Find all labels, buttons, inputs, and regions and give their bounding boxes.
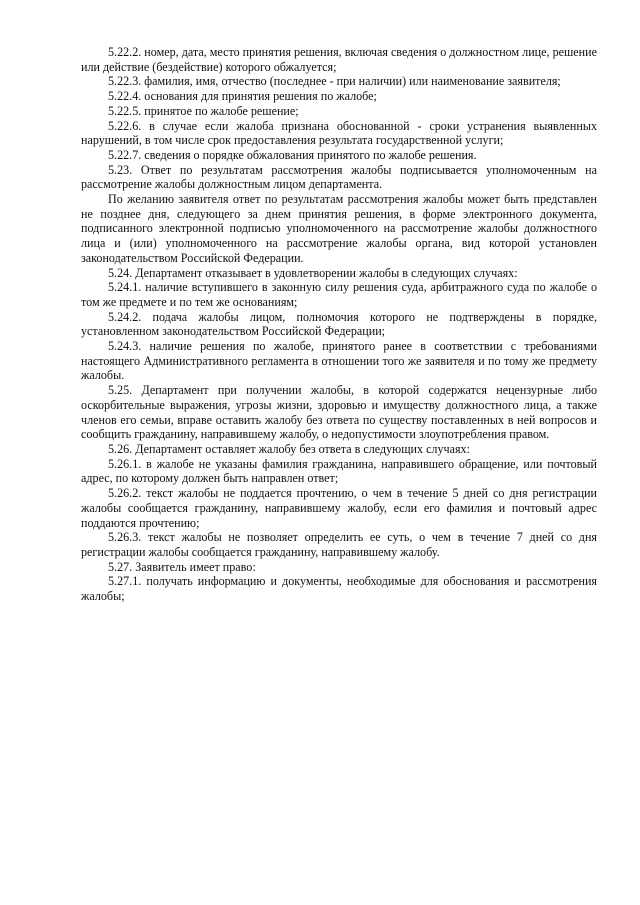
paragraph-5-24-2: 5.24.2. подача жалобы лицом, полномочия которого не подтверждены в порядке, установленном законодательством Российской Федерации;	[81, 309, 597, 339]
paragraph-5-22-4: 5.22.4. основания для принятия решения по жалобе;	[108, 89, 377, 104]
paragraph-5-27-1: 5.27.1. получать информацию и документы, необходимые для обоснования и рассмотрения жалобы;	[81, 574, 597, 604]
paragraph-5-25: 5.25. Департамент при получении жалобы, в которой содержатся нецензурные либо оскорбительные выражения, угрозы жизни, здоровью и имуществу должностного лица, а также членов его семьи, вправе оставить жалобу без ответа по существу поставленных в ней вопросов и сообщить гражданину, направившему жалобу, о недопустимости злоупотребления правом.	[81, 383, 597, 442]
paragraph-5-24-3: 5.24.3. наличие решения по жалобе, принятого ранее в соответствии с требованиями настоящего Административного регламента в отношении того же заявителя и по тому же предмету жалобы.	[81, 339, 597, 383]
paragraph-5-26-3: 5.26.3. текст жалобы не позволяет определить ее суть, о чем в течение 7 дней со дня регистрации жалобы сообщается гражданину, направившему жалобу.	[81, 530, 597, 559]
paragraph-5-22-7: 5.22.7. сведения о порядке обжалования принятого по жалобе решения.	[108, 147, 477, 162]
paragraph-5-23: 5.23. Ответ по результатам рассмотрения жалобы подписывается уполномоченным на рассмотрение жалобы должностным лицом департамента.	[81, 162, 597, 192]
paragraph-5-26: 5.26. Департамент оставляет жалобу без ответа в следующих случаях:	[108, 441, 470, 456]
paragraph-5-22-6: 5.22.6. в случае если жалоба признана обоснованной - сроки устранения выявленных нарушений, в том числе срок предоставления результата государственной услуги;	[81, 118, 597, 148]
paragraph-5-23-continued: По желанию заявителя ответ по результатам рассмотрения жалобы может быть представлен не позднее дня, следующего за днем принятия решения, в форме электронного документа, подписанного электронной подписью уполномоченного на рассмотрение жалобы должностного лица и (или) уполномоченного на рассмотрение жалобы органа, вид которой установлен законодательством Российской Федерации.	[81, 192, 597, 265]
paragraph-5-22-5: 5.22.5. принятое по жалобе решение;	[108, 103, 299, 118]
paragraph-5-22-2: 5.22.2. номер, дата, место принятия решения, включая сведения о должностном лице, решение или действие (бездействие) которого обжалуется;	[81, 45, 597, 74]
document-body	[81, 45, 597, 604]
paragraph-5-24: 5.24. Департамент отказывает в удовлетворении жалобы в следующих случаях:	[108, 265, 518, 280]
paragraph-5-22-3: 5.22.3. фамилия, имя, отчество (последнее - при наличии) или наименование заявителя;	[108, 74, 561, 89]
paragraph-5-26-2: 5.26.2. текст жалобы не поддается прочтению, о чем в течение 5 дней со дня регистрации жалобы сообщается гражданину, направившему жалобу, если его фамилия и почтовый адрес поддаются прочтению;	[81, 486, 597, 530]
paragraph-5-27: 5.27. Заявитель имеет право:	[108, 559, 256, 574]
paragraph-5-26-1: 5.26.1. в жалобе не указаны фамилия гражданина, направившего обращение, или почтовый адрес, по которому должен быть направлен ответ;	[81, 456, 597, 486]
paragraph-5-24-1: 5.24.1. наличие вступившего в законную силу решения суда, арбитражного суда по жалобе о том же предмете и по тем же основаниям;	[81, 280, 597, 309]
